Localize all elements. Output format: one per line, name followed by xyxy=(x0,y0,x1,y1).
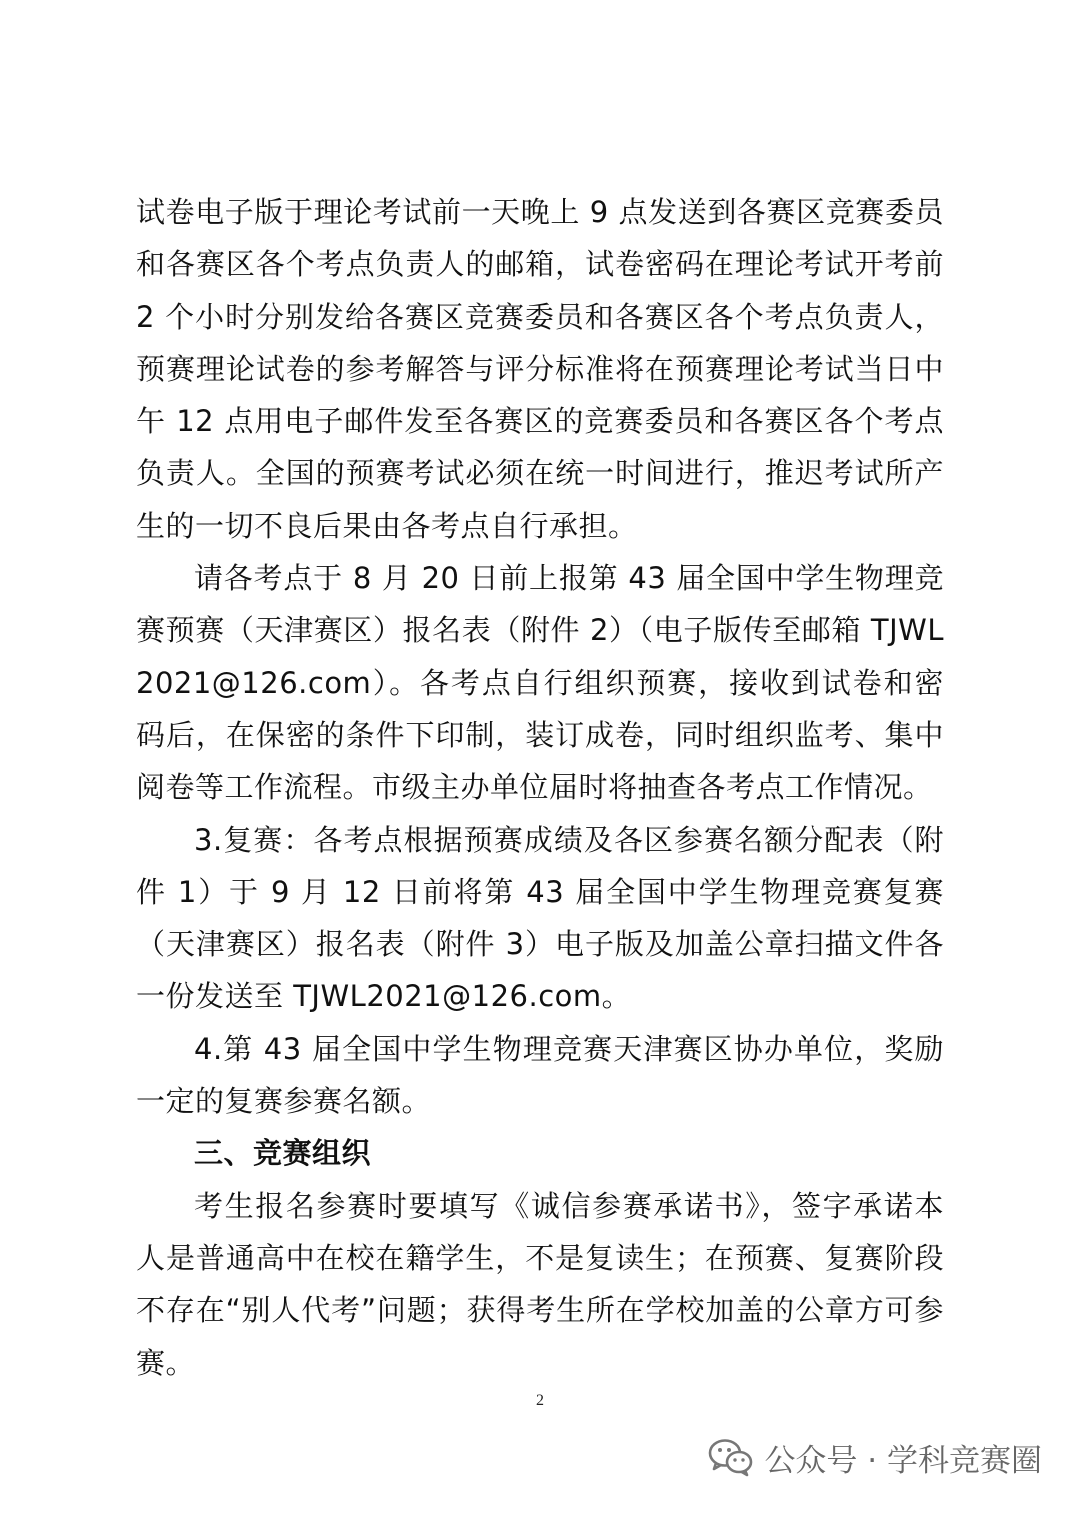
watermark-text: 公众号 · 学科竞赛圈 xyxy=(764,1442,1042,1479)
watermark xyxy=(708,1432,1042,1482)
wechat-icon xyxy=(708,1437,754,1477)
document-body xyxy=(136,186,944,1389)
paragraph-integrity-pledge: 考生报名参赛时要填写《诚信参赛承诺书》，签字承诺本人是普通高中在校在籍学生，不是复读生；在预赛、复赛阶段不存在“别人代考”问题；获得考生所在学校加盖的公章方可参赛。 xyxy=(136,1188,944,1380)
paragraph-exam-paper-distribution: 试卷电子版于理论考试前一天晚上 9 点发送到各赛区竞赛委员和各赛区各个考点负责人的邮箱，试卷密码在理论考试开考前 2 个小时分别发给各赛区竞赛委员和各赛区各个考点负责人，预赛理论试卷的参考解答与评分标准将在预赛理论考试当日中午 12 点用电子邮件发至各赛区的竞赛委员和各赛区各个考点负责人。全国的预赛考试必须在统一时间进行，推迟考试所产生的一切不良后果由各考点自行承担。 xyxy=(136,195,944,543)
page-number: 2 xyxy=(536,1392,544,1409)
paragraph-co-organizer-quota: 4.第 43 届全国中学生物理竞赛天津赛区协办单位，奖励一定的复赛参赛名额。 xyxy=(136,1031,944,1119)
paragraph-semifinal: 3.复赛：各考点根据预赛成绩及各区参赛名额分配表（附件 1）于 9 月 12 日前将第 43 届全国中学生物理竞赛复赛（天津赛区）报名表（附件 3）电子版及加盖公章扫描文件各一份发送至 TJWL2021@126.com。 xyxy=(136,822,944,1014)
section-heading-competition-organization: 三、竞赛组织 xyxy=(194,1136,372,1171)
paragraph-preliminary-registration: 请各考点于 8 月 20 日前上报第 43 届全国中学生物理竞赛预赛（天津赛区）报名表（附件 2）（电子版传至邮箱 TJWL2021@126.com）。各考点自行组织预赛，接收到试卷和密码后，在保密的条件下印制，装订成卷，同时组织监考、集中阅卷等工作流程。市级主办单位届时将抽查各考点工作情况。 xyxy=(136,561,944,805)
